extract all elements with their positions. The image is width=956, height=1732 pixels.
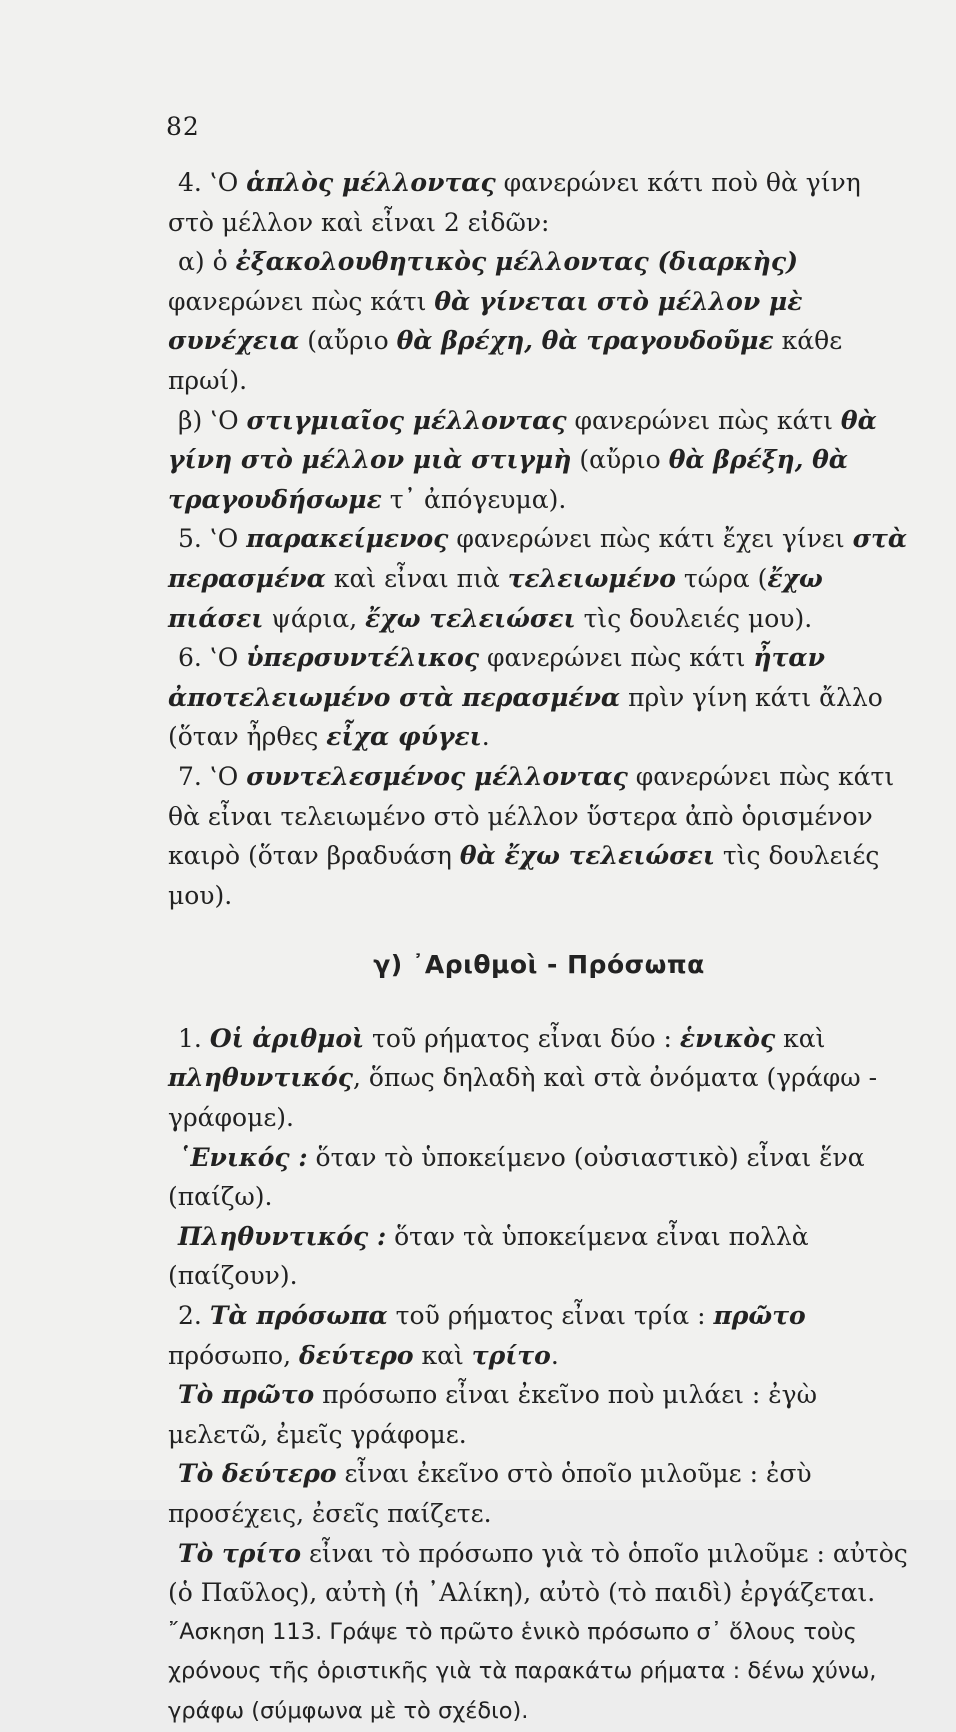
text-run: 4. ‛Ο [178, 168, 247, 197]
emphasized-term: στιγμιαῖος μέλλοντας [246, 405, 567, 435]
paragraph [168, 1454, 910, 1533]
page-number: 82 [166, 112, 200, 141]
text-run: γ) ᾿Αριθμοὶ - Πρόσωπα [373, 950, 705, 980]
emphasized-term: θὰ ἔχω τελειώσει [459, 841, 715, 871]
emphasized-term: πληθυντικός [168, 1063, 353, 1093]
emphasized-term: Τὸ δεύτερο [178, 1459, 337, 1489]
paragraph [168, 1019, 910, 1138]
text-run: ψάρια, [263, 603, 366, 633]
paragraph [168, 1534, 910, 1613]
text-run: κάθε πρωί). [168, 326, 843, 395]
text-run: 2. [178, 1301, 210, 1331]
exercise-paragraph [168, 1613, 910, 1732]
text-run: τώρα ( [675, 563, 768, 593]
paragraph [168, 163, 910, 242]
text-run: πρόσωπο, [168, 1340, 300, 1370]
text-run: α) ὁ [178, 247, 236, 277]
text-run: φανερώνει πὼς κάτι ἔχει γίνει [448, 524, 853, 554]
paragraph [168, 401, 910, 520]
text-run: τοῦ ρήματος εἶναι δύο : [364, 1023, 680, 1053]
paragraph [168, 638, 910, 757]
emphasized-term: τρίτο [471, 1340, 551, 1370]
paragraph [168, 519, 910, 638]
emphasized-term: εἶχα φύγει [326, 722, 482, 752]
text-run: φανερώνει πὼς κάτι [168, 286, 435, 316]
emphasized-term: ῾Ενικός : [178, 1142, 308, 1172]
text-run: εἶναι ἐκεῖνο στὸ ὁποῖο μιλοῦμε : ἐσὺ προσέχεις, ἐσεῖς παίζετε. [168, 1459, 812, 1528]
emphasized-term: Τὸ πρῶτο [178, 1380, 315, 1410]
text-run: 5. ‛Ο [178, 524, 247, 554]
text-run: καὶ [413, 1340, 472, 1370]
text-run: φανερώνει πὼς κάτι [479, 643, 754, 673]
paragraph [168, 1217, 910, 1296]
emphasized-term: Τὸ τρίτο [178, 1538, 302, 1568]
text-run: ῎Ασκηση 113. Γράψε τὸ πρῶτο ἑνικὸ πρόσωπο σ᾿ ὅλους τοὺς χρόνους τῆς ὁριστικῆς γιὰ τὰ παρακάτω ρήματα : δένω χύνω, γράφω (σύμφωνα μὲ τὸ σχέδιο). [168, 1618, 877, 1724]
paragraph [168, 1138, 910, 1217]
text-run: φανερώνει πὼς κάτι [566, 405, 841, 435]
paragraph [168, 1296, 910, 1375]
text-run: τὶς δουλειές μου). [575, 603, 813, 633]
emphasized-term: Πληθυντικός : [178, 1221, 387, 1251]
emphasized-term: θὰ βρέξη, θὰ τραγουδήσωμε [168, 445, 849, 514]
emphasized-term: πρῶτο [713, 1301, 806, 1331]
text-run: ὅταν τὸ ὑποκείμενο (οὐσιαστικὸ) εἶναι ἕνα (παίζω). [168, 1142, 865, 1212]
emphasized-term: θὰ βρέχη, θὰ τραγουδοῦμε [396, 326, 774, 356]
emphasized-term: παρακείμενος [246, 524, 449, 554]
text-run: (αὔριο [299, 326, 397, 356]
emphasized-term: ἔχω τελειώσει [365, 603, 576, 633]
text-run: 6. ‛Ο [178, 643, 247, 673]
emphasized-term: τελειωμένο [507, 563, 676, 593]
text-run: τὶς δουλειές μου). [168, 841, 880, 910]
emphasized-term: ἔχω πιάσει [168, 563, 823, 633]
paragraph [168, 242, 910, 400]
text-run: . [481, 722, 490, 752]
page-text [168, 163, 910, 1732]
text-run: ὅταν τὰ ὑποκείμενα εἶναι πολλὰ (παίζουν). [168, 1221, 809, 1291]
text-run: πρὶν γίνη κάτι ἄλλο (ὅταν ἦρθες [168, 682, 883, 752]
text-run: β) ‛Ο [178, 405, 247, 435]
text-run: φανερώνει πὼς κάτι θὰ εἶναι τελειωμένο στὸ μέλλον ὕστερα ἀπὸ ὁρισμένον καιρὸ (ὅταν βραδυάση [168, 761, 895, 871]
text-run: , ὅπως δηλαδὴ καὶ στὰ ὀνόματα (γράφω - γράφομε). [168, 1063, 878, 1133]
emphasized-term: Τὰ πρόσωπα [209, 1301, 388, 1331]
paragraph [168, 1375, 910, 1454]
text-run: καὶ [775, 1023, 826, 1053]
section-heading [168, 945, 910, 985]
emphasized-term: ἐξακολουθητικὸς μέλλοντας (διαρκὴς) [235, 247, 798, 277]
text-run: 7. ‛Ο [178, 761, 247, 791]
text-run: . [550, 1340, 559, 1370]
text-run: πρόσωπο εἶναι ἐκεῖνο ποὺ μιλάει : ἐγὼ μελετῶ, ἐμεῖς γράφομε. [168, 1380, 818, 1449]
emphasized-term: ἑνικὸς [679, 1023, 776, 1053]
emphasized-term: δεύτερο [299, 1340, 414, 1370]
emphasized-term: στὰ περασμένα [168, 524, 908, 593]
paragraph [168, 757, 910, 915]
text-run: (αὔριο [571, 445, 669, 475]
emphasized-term: συντελεσμένος μέλλοντας [246, 761, 628, 791]
text-run: καὶ εἶναι πιὰ [325, 563, 508, 593]
emphasized-term: ὑπερσυντέλικος [246, 643, 480, 673]
text-run: τ᾿ ἀπόγευμα). [381, 484, 567, 514]
emphasized-term: Οἱ ἀριθμοὶ [209, 1023, 365, 1053]
text-run: φανερώνει κάτι ποὺ θὰ γίνη στὸ μέλλον καὶ εἶναι 2 εἰδῶν: [168, 168, 861, 237]
text-run: εἶναι τὸ πρόσωπο γιὰ τὸ ὁποῖο μιλοῦμε : αὐτὸς (ὁ Παῦλος), αὐτὴ (ἡ ᾿Αλίκη), αὐτὸ (τὸ παιδὶ) ἐργάζεται. [168, 1538, 908, 1608]
text-run: 1. [178, 1023, 210, 1053]
emphasized-term: ἦταν ἀποτελειωμένο στὰ περασμένα [168, 643, 825, 712]
emphasized-term: θὰ γίνεται στὸ μέλλον μὲ συνέχεια [168, 286, 803, 356]
text-run: τοῦ ρήματος εἶναι τρία : [387, 1301, 714, 1331]
emphasized-term: ἁπλὸς μέλλοντας [246, 168, 496, 197]
emphasized-term: θὰ γίνη στὸ μέλλον μιὰ στιγμὴ [168, 405, 877, 475]
